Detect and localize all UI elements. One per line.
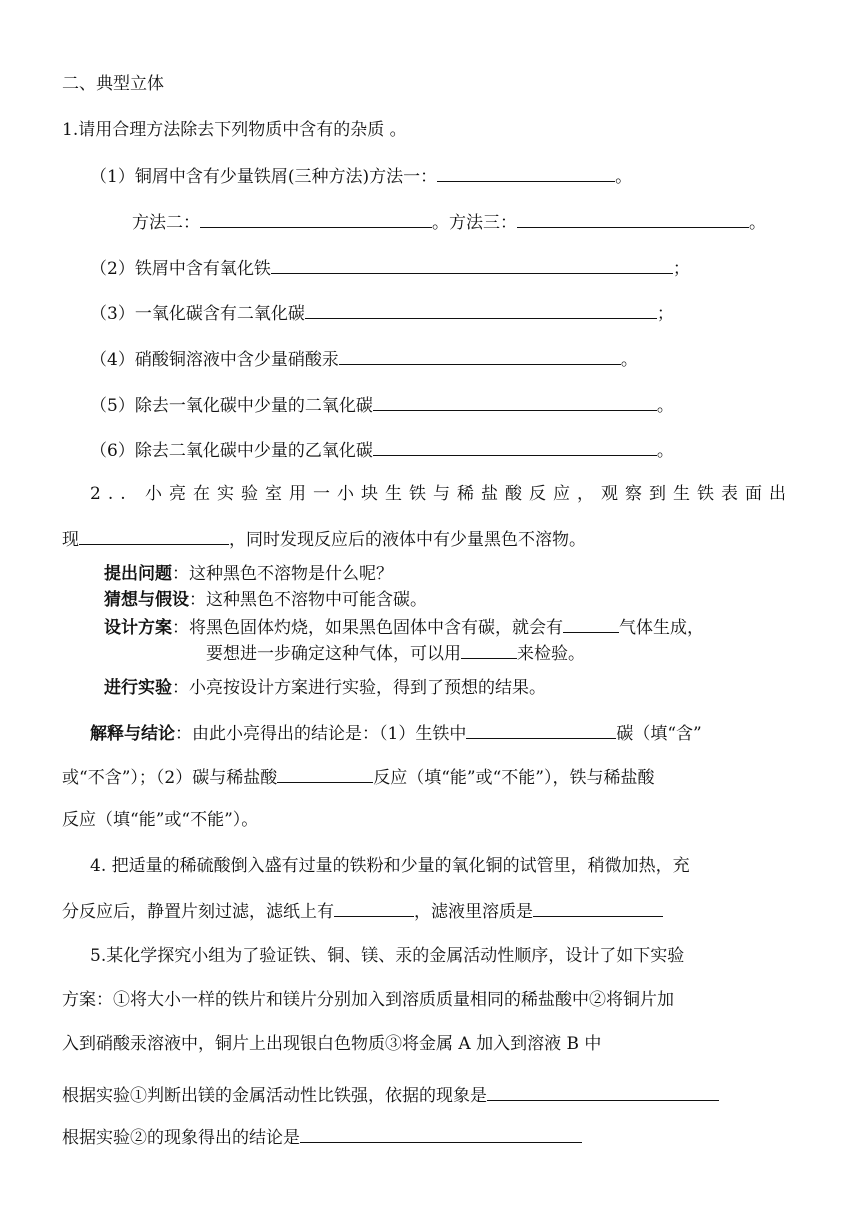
question-2-stem-a: 2.. 小亮在实验室用一小块生铁与稀盐酸反应，观察到生铁表面出 [90,484,794,504]
design-text-c: 要想进一步确定这种气体，可以用 [206,644,461,664]
stem-b-post: ，同时发现反应后的液体中有少量黑色不溶物。 [229,530,586,550]
period: 。 [620,350,638,370]
answer-blank[interactable] [300,1124,582,1143]
part-6-text: （6）除去二氧化碳中少量的乙氧化碳 [90,441,373,461]
part-4-text: （4）硝酸铜溶液中含少量硝酸汞 [90,350,339,370]
ask-label: 提出问题 [104,564,172,584]
q5-text-d: 根据实验①判断出镁的金属活动性比铁强，依据的现象是 [62,1086,487,1106]
question-1-part-1-methods [132,209,766,235]
question-5-line-c: 入到硝酸汞溶液中，铜片上出现银白色物质③将金属 A 加入到溶液 B 中 [62,1034,602,1054]
question-1-part-5 [90,392,674,418]
question-1-part-6 [90,437,674,463]
q4-text-mid: ，滤液里溶质是 [414,902,533,922]
period: 。 [432,213,449,233]
part-2-text: （2）铁屑中含有氧化铁 [90,259,271,279]
do-label: 进行实验 [104,678,172,698]
semicolon: ； [672,259,690,279]
conclusion-label: 解释与结论 [90,724,175,744]
answer-blank[interactable] [461,640,517,659]
period: 。 [749,213,766,233]
period: 。 [615,167,633,187]
question-5-line-e [62,1124,582,1150]
part-5-text: （5）除去一氧化碳中少量的二氧化碳 [90,396,373,416]
answer-blank[interactable] [271,255,673,274]
answer-blank[interactable] [277,764,373,783]
answer-blank[interactable] [487,1082,719,1101]
question-5-line-d [62,1082,719,1108]
conclusion-b: 碳（填“含” [616,724,702,744]
question-1-part-2 [90,255,690,281]
answer-blank[interactable] [79,526,229,545]
q4-text-pre: 分反应后，静置片刻过滤，滤纸上有 [62,902,334,922]
q5-text-e: 根据实验②的现象得出的结论是 [62,1128,300,1148]
answer-blank[interactable] [200,209,432,228]
question-2-conclusion-c: 反应（填“能”或“不能”）。 [62,810,259,830]
section-title: 二、典型立体 [62,74,164,94]
ask-text: ：这种黑色不溶物是什么呢？ [172,564,393,584]
do-text: ：小亮按设计方案进行实验，得到了预想的结果。 [172,678,546,698]
answer-blank[interactable] [533,898,663,917]
question-2-design-b [206,640,585,666]
design-label: 设计方案 [104,618,172,638]
answer-blank[interactable] [563,614,619,633]
answer-blank[interactable] [339,346,621,365]
question-1-part-3 [90,300,674,326]
answer-blank[interactable] [373,437,657,456]
period: 。 [656,441,674,461]
answer-blank[interactable] [437,163,615,182]
question-1-part-4 [90,346,638,372]
stem-b-pre: 现 [62,530,79,550]
question-2-do [104,676,546,700]
answer-blank[interactable] [517,209,749,228]
question-2-ask [104,562,393,586]
answer-blank[interactable] [373,392,657,411]
conclusion-c: 或“不含”）；（2）碳与稀盐酸 [62,768,278,788]
method-2-label: 方法二： [132,213,200,233]
part-3-text: （3）一氧化碳含有二氧化碳 [90,304,305,324]
question-2-conclusion-a [90,720,702,746]
question-4-line-b [62,898,663,924]
period: 。 [656,396,674,416]
question-1-stem: 1.请用合理方法除去下列物质中含有的杂质 。 [62,120,407,140]
question-2-stem-b [62,526,586,552]
method-3-label: 方法三： [449,213,517,233]
question-4-line-a: 4. 把适量的稀硫酸倒入盛有过量的铁粉和少量的氧化铜的试管里，稍微加热，充 [90,856,690,876]
question-2-conclusion-b [62,764,654,790]
conclusion-a: ：由此小亮得出的结论是：（1）生铁中 [175,724,467,744]
part-1-text: （1）铜屑中含有少量铁屑(三种方法)方法一： [90,167,438,187]
question-1-part-1 [90,163,632,189]
question-2-design-a [104,614,704,640]
guess-label: 猜想与假设 [104,590,189,610]
answer-blank[interactable] [305,300,657,319]
question-5-line-b: 方案：①将大小一样的铁片和镁片分别加入到溶质质量相同的稀盐酸中②将铜片加 [62,990,674,1010]
answer-blank[interactable] [334,898,414,917]
question-5-line-a: 5.某化学探究小组为了验证铁、铜、镁、汞的金属活动性顺序，设计了如下实验 [90,946,685,966]
semicolon: ； [656,304,674,324]
question-2-guess [104,588,427,612]
answer-blank[interactable] [466,720,616,739]
design-text-a: ：将黑色固体灼烧，如果黑色固体中含有碳，就会有 [172,618,563,638]
conclusion-d: 反应（填“能”或“不能”），铁与稀盐酸 [373,768,655,788]
guess-text: ：这种黑色不溶物中可能含碳。 [189,590,427,610]
design-text-d: 来检验。 [517,644,585,664]
design-text-b: 气体生成， [619,618,704,638]
